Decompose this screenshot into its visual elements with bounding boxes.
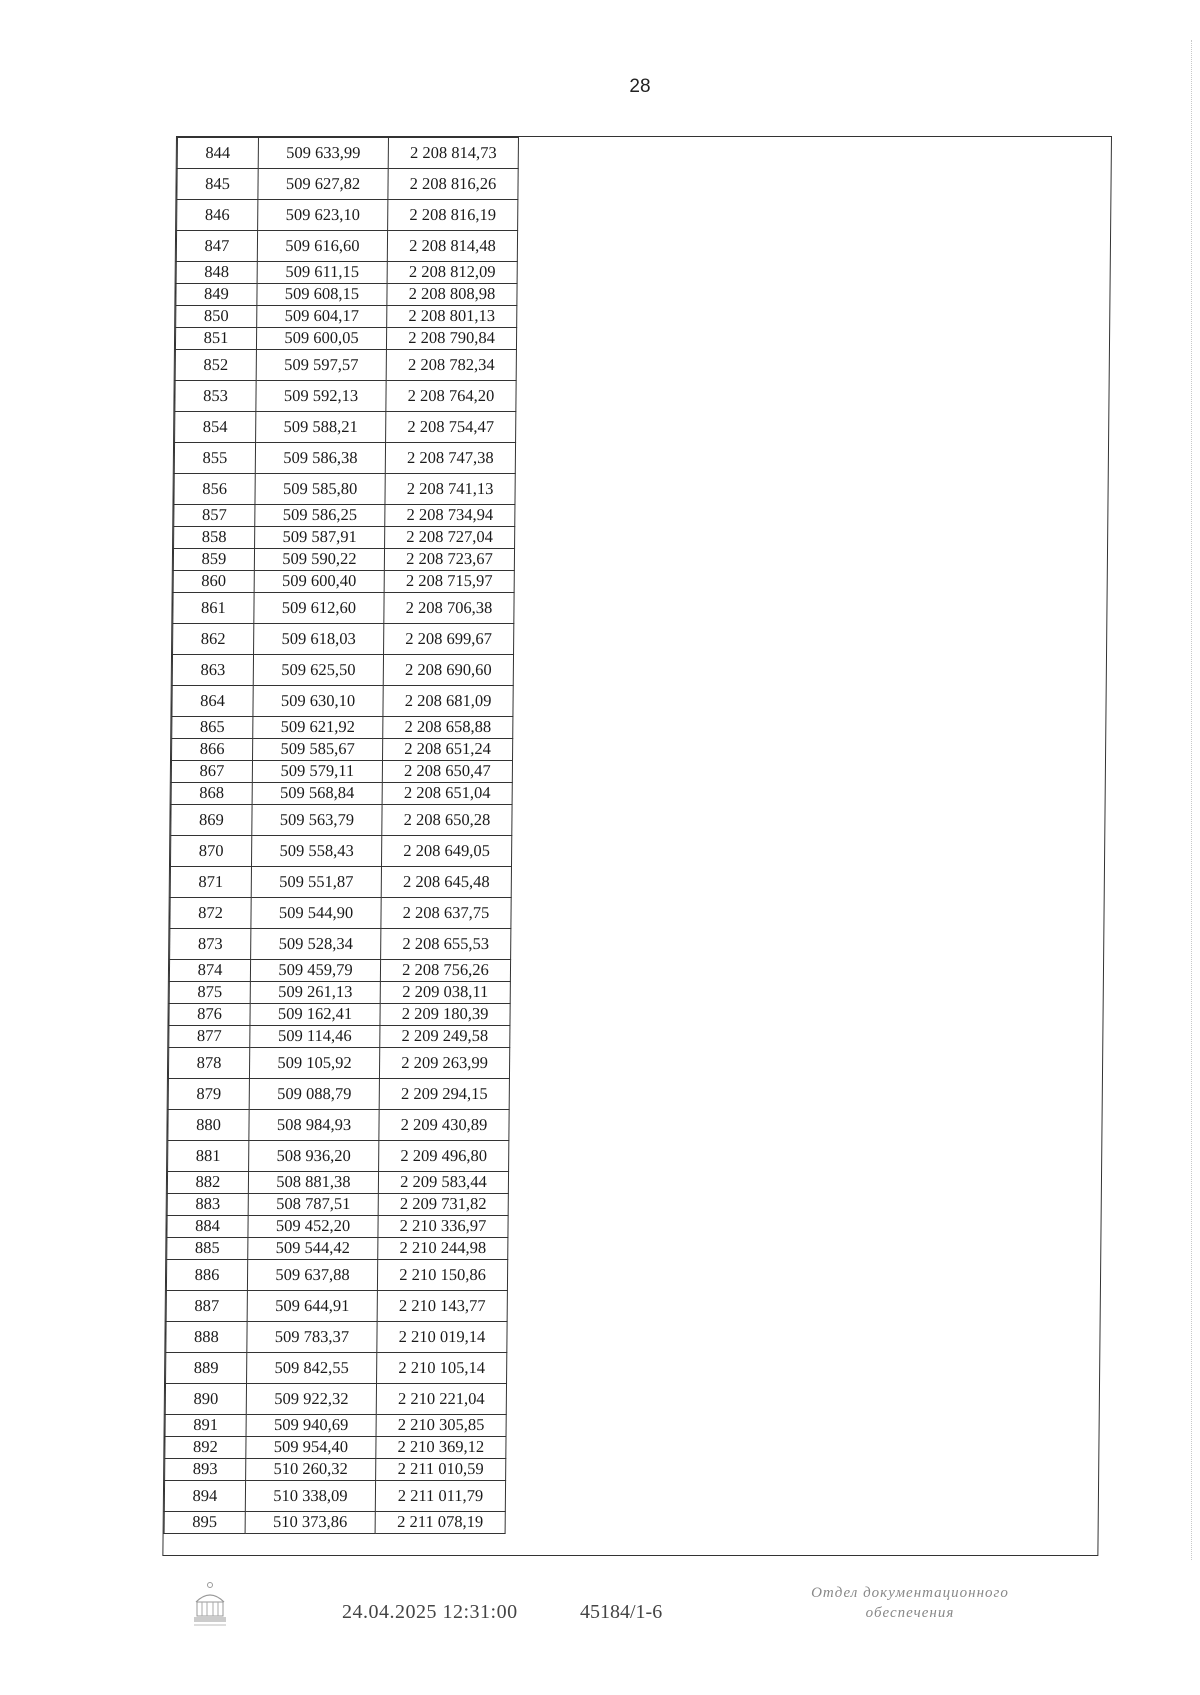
scan-edge-artifact	[1189, 40, 1192, 1560]
point-number-cell: 882	[167, 1172, 248, 1194]
x-coordinate-cell: 509 842,55	[247, 1353, 377, 1384]
page-number: 28	[629, 76, 651, 97]
y-coordinate-cell: 2 209 249,58	[380, 1026, 510, 1048]
point-number-cell: 886	[166, 1260, 247, 1291]
x-coordinate-cell: 509 551,87	[251, 867, 381, 898]
table-row	[176, 231, 517, 262]
table-row	[174, 443, 515, 474]
point-number-cell: 859	[173, 549, 254, 571]
table-row	[169, 982, 510, 1004]
y-coordinate-cell: 2 208 715,97	[384, 571, 514, 593]
table-row	[166, 1353, 507, 1384]
x-coordinate-cell: 509 459,79	[250, 960, 380, 982]
point-number-cell: 852	[175, 350, 256, 381]
table-row	[170, 929, 511, 960]
table-row	[164, 1512, 505, 1534]
coordinates-frame	[162, 136, 1112, 1556]
y-coordinate-cell: 2 208 650,47	[382, 761, 512, 783]
table-row	[165, 1415, 506, 1437]
point-number-cell: 845	[177, 169, 258, 200]
x-coordinate-cell: 509 600,40	[254, 571, 384, 593]
y-coordinate-cell: 2 210 143,77	[377, 1291, 507, 1322]
table-row	[171, 761, 512, 783]
table-row	[172, 717, 513, 739]
x-coordinate-cell: 509 452,20	[248, 1216, 378, 1238]
point-number-cell: 894	[164, 1481, 245, 1512]
table-row	[166, 1260, 507, 1291]
point-number-cell: 878	[168, 1048, 249, 1079]
department-stamp	[740, 1583, 1080, 1623]
table-row	[176, 262, 517, 284]
x-coordinate-cell: 509 114,46	[250, 1026, 380, 1048]
y-coordinate-cell: 2 208 706,38	[384, 593, 514, 624]
table-row	[172, 655, 513, 686]
department-stamp-line-2: обеспечения	[865, 1605, 955, 1621]
table-row	[175, 381, 516, 412]
table-row	[168, 1141, 509, 1172]
y-coordinate-cell: 2 208 734,94	[385, 505, 515, 527]
table-row	[166, 1291, 507, 1322]
point-number-cell: 870	[170, 836, 251, 867]
point-number-cell: 853	[175, 381, 256, 412]
table-row	[169, 1004, 510, 1026]
table-row	[172, 739, 513, 761]
table-row	[171, 783, 512, 805]
x-coordinate-cell: 509 585,80	[255, 474, 385, 505]
y-coordinate-cell: 2 209 180,39	[380, 1004, 510, 1026]
y-coordinate-cell: 2 208 727,04	[385, 527, 515, 549]
point-number-cell: 864	[172, 686, 253, 717]
point-number-cell: 875	[169, 982, 250, 1004]
y-coordinate-cell: 2 210 105,14	[377, 1353, 507, 1384]
point-number-cell: 895	[164, 1512, 245, 1534]
point-number-cell: 885	[167, 1238, 248, 1260]
point-number-cell: 887	[166, 1291, 247, 1322]
y-coordinate-cell: 2 208 690,60	[383, 655, 513, 686]
table-row	[174, 474, 515, 505]
point-number-cell: 849	[176, 284, 257, 306]
table-row	[166, 1322, 507, 1353]
y-coordinate-cell: 2 208 812,09	[387, 262, 517, 284]
x-coordinate-cell: 509 621,92	[253, 717, 383, 739]
x-coordinate-cell: 509 579,11	[252, 761, 382, 783]
x-coordinate-cell: 509 544,90	[251, 898, 381, 929]
point-number-cell: 848	[176, 262, 257, 284]
x-coordinate-cell: 509 162,41	[250, 1004, 380, 1026]
table-row	[170, 898, 511, 929]
x-coordinate-cell: 509 604,17	[257, 306, 387, 328]
point-number-cell: 855	[174, 443, 255, 474]
point-number-cell: 846	[177, 200, 258, 231]
y-coordinate-cell: 2 209 294,15	[379, 1079, 509, 1110]
x-coordinate-cell: 509 623,10	[258, 200, 388, 231]
y-coordinate-cell: 2 208 816,26	[388, 169, 518, 200]
point-number-cell: 876	[169, 1004, 250, 1026]
point-number-cell: 891	[165, 1415, 246, 1437]
x-coordinate-cell: 510 338,09	[245, 1481, 375, 1512]
x-coordinate-cell: 509 618,03	[254, 624, 384, 655]
y-coordinate-cell: 2 210 336,97	[378, 1216, 508, 1238]
x-coordinate-cell: 509 588,21	[256, 412, 386, 443]
stamp-datetime: 24.04.2025 12:31:00	[342, 1601, 518, 1623]
table-row	[175, 412, 516, 443]
x-coordinate-cell: 509 088,79	[249, 1079, 379, 1110]
y-coordinate-cell: 2 208 741,13	[385, 474, 515, 505]
point-number-cell: 888	[166, 1322, 247, 1353]
x-coordinate-cell: 509 940,69	[246, 1415, 376, 1437]
x-coordinate-cell: 509 585,67	[253, 739, 383, 761]
coordinates-table	[164, 137, 519, 1534]
y-coordinate-cell: 2 209 430,89	[379, 1110, 509, 1141]
table-row	[173, 624, 514, 655]
y-coordinate-cell: 2 210 369,12	[376, 1437, 506, 1459]
x-coordinate-cell: 509 612,60	[254, 593, 384, 624]
point-number-cell: 873	[170, 929, 251, 960]
point-number-cell: 866	[172, 739, 253, 761]
table-row	[167, 1172, 508, 1194]
y-coordinate-cell: 2 209 731,82	[378, 1194, 508, 1216]
point-number-cell: 854	[175, 412, 256, 443]
y-coordinate-cell: 2 210 150,86	[377, 1260, 507, 1291]
y-coordinate-cell: 2 208 699,67	[384, 624, 514, 655]
y-coordinate-cell: 2 211 010,59	[376, 1459, 506, 1481]
y-coordinate-cell: 2 208 747,38	[385, 443, 515, 474]
x-coordinate-cell: 509 592,13	[256, 381, 386, 412]
x-coordinate-cell: 509 568,84	[252, 783, 382, 805]
x-coordinate-cell: 509 105,92	[249, 1048, 379, 1079]
point-number-cell: 862	[173, 624, 254, 655]
point-number-cell: 879	[168, 1079, 249, 1110]
table-row	[174, 505, 515, 527]
table-row	[171, 805, 512, 836]
point-number-cell: 858	[174, 527, 255, 549]
x-coordinate-cell: 509 608,15	[257, 284, 387, 306]
table-row	[168, 1110, 509, 1141]
x-coordinate-cell: 509 587,91	[255, 527, 385, 549]
point-number-cell: 868	[171, 783, 252, 805]
x-coordinate-cell: 509 625,50	[253, 655, 383, 686]
x-coordinate-cell: 509 528,34	[251, 929, 381, 960]
y-coordinate-cell: 2 210 305,85	[376, 1415, 506, 1437]
table-row	[173, 549, 514, 571]
table-row	[177, 169, 518, 200]
x-coordinate-cell: 509 586,38	[255, 443, 385, 474]
x-coordinate-cell: 510 373,86	[245, 1512, 375, 1534]
y-coordinate-cell: 2 208 801,13	[387, 306, 517, 328]
table-row	[165, 1437, 506, 1459]
table-row	[177, 200, 518, 231]
y-coordinate-cell: 2 208 790,84	[386, 328, 516, 350]
table-row	[175, 328, 516, 350]
y-coordinate-cell: 2 208 681,09	[383, 686, 513, 717]
x-coordinate-cell: 509 630,10	[253, 686, 383, 717]
table-row	[174, 527, 515, 549]
table-row	[176, 306, 517, 328]
table-row	[165, 1459, 506, 1481]
y-coordinate-cell: 2 208 808,98	[387, 284, 517, 306]
y-coordinate-cell: 2 210 019,14	[377, 1322, 507, 1353]
x-coordinate-cell: 509 922,32	[246, 1384, 376, 1415]
point-number-cell: 869	[171, 805, 252, 836]
emblem-icon	[188, 1580, 232, 1628]
point-number-cell: 847	[176, 231, 257, 262]
x-coordinate-cell: 509 558,43	[251, 836, 381, 867]
point-number-cell: 871	[170, 867, 251, 898]
x-coordinate-cell: 509 637,88	[247, 1260, 377, 1291]
table-row	[167, 1194, 508, 1216]
y-coordinate-cell: 2 208 645,48	[381, 867, 511, 898]
y-coordinate-cell: 2 208 651,24	[383, 739, 513, 761]
point-number-cell: 851	[175, 328, 256, 350]
y-coordinate-cell: 2 209 496,80	[379, 1141, 509, 1172]
x-coordinate-cell: 508 936,20	[249, 1141, 379, 1172]
point-number-cell: 874	[169, 960, 250, 982]
point-number-cell: 860	[173, 571, 254, 593]
y-coordinate-cell: 2 209 583,44	[378, 1172, 508, 1194]
y-coordinate-cell: 2 208 754,47	[386, 412, 516, 443]
y-coordinate-cell: 2 209 038,11	[380, 982, 510, 1004]
x-coordinate-cell: 508 984,93	[249, 1110, 379, 1141]
y-coordinate-cell: 2 208 658,88	[383, 717, 513, 739]
x-coordinate-cell: 509 644,91	[247, 1291, 377, 1322]
point-number-cell: 857	[174, 505, 255, 527]
point-number-cell: 863	[172, 655, 253, 686]
point-number-cell: 884	[167, 1216, 248, 1238]
point-number-cell: 893	[165, 1459, 246, 1481]
x-coordinate-cell: 509 783,37	[247, 1322, 377, 1353]
point-number-cell: 877	[169, 1026, 250, 1048]
y-coordinate-cell: 2 208 650,28	[382, 805, 512, 836]
point-number-cell: 880	[168, 1110, 249, 1141]
table-row	[169, 960, 510, 982]
table-row	[172, 686, 513, 717]
y-coordinate-cell: 2 208 637,75	[381, 898, 511, 929]
table-row	[170, 836, 511, 867]
point-number-cell: 856	[174, 474, 255, 505]
y-coordinate-cell: 2 208 782,34	[386, 350, 516, 381]
y-coordinate-cell: 2 210 221,04	[376, 1384, 506, 1415]
table-row	[164, 1481, 505, 1512]
x-coordinate-cell: 509 590,22	[254, 549, 384, 571]
y-coordinate-cell: 2 208 756,26	[380, 960, 510, 982]
table-row	[167, 1216, 508, 1238]
x-coordinate-cell: 509 261,13	[250, 982, 380, 1004]
x-coordinate-cell: 509 633,99	[258, 138, 388, 169]
table-row	[176, 284, 517, 306]
table-row	[168, 1079, 509, 1110]
table-row	[167, 1238, 508, 1260]
point-number-cell: 872	[170, 898, 251, 929]
y-coordinate-cell: 2 211 078,19	[375, 1512, 505, 1534]
point-number-cell: 865	[172, 717, 253, 739]
x-coordinate-cell: 509 616,60	[257, 231, 387, 262]
point-number-cell: 892	[165, 1437, 246, 1459]
x-coordinate-cell: 508 881,38	[248, 1172, 378, 1194]
x-coordinate-cell: 509 600,05	[256, 328, 386, 350]
table-row	[169, 1026, 510, 1048]
point-number-cell: 867	[171, 761, 252, 783]
y-coordinate-cell: 2 208 764,20	[386, 381, 516, 412]
table-row	[165, 1384, 506, 1415]
table-row	[168, 1048, 509, 1079]
x-coordinate-cell: 510 260,32	[246, 1459, 376, 1481]
table-row	[175, 350, 516, 381]
point-number-cell: 844	[177, 138, 258, 169]
stamp-document-number: 45184/1-6	[580, 1601, 663, 1623]
x-coordinate-cell: 509 544,42	[248, 1238, 378, 1260]
point-number-cell: 850	[176, 306, 257, 328]
point-number-cell: 883	[167, 1194, 248, 1216]
point-number-cell: 890	[165, 1384, 246, 1415]
coordinates-table-body	[164, 138, 518, 1534]
table-row	[170, 867, 511, 898]
x-coordinate-cell: 509 597,57	[256, 350, 386, 381]
table-row	[177, 138, 518, 169]
table-row	[173, 571, 514, 593]
y-coordinate-cell: 2 211 011,79	[375, 1481, 505, 1512]
y-coordinate-cell: 2 210 244,98	[378, 1238, 508, 1260]
department-stamp-line-1: Отдел документационного	[811, 1585, 1009, 1601]
x-coordinate-cell: 508 787,51	[248, 1194, 378, 1216]
x-coordinate-cell: 509 563,79	[252, 805, 382, 836]
y-coordinate-cell: 2 208 649,05	[381, 836, 511, 867]
y-coordinate-cell: 2 208 814,48	[387, 231, 517, 262]
x-coordinate-cell: 509 611,15	[257, 262, 387, 284]
y-coordinate-cell: 2 209 263,99	[379, 1048, 509, 1079]
table-row	[173, 593, 514, 624]
point-number-cell: 861	[173, 593, 254, 624]
point-number-cell: 889	[166, 1353, 247, 1384]
y-coordinate-cell: 2 208 651,04	[382, 783, 512, 805]
y-coordinate-cell: 2 208 723,67	[384, 549, 514, 571]
point-number-cell: 881	[168, 1141, 249, 1172]
x-coordinate-cell: 509 586,25	[255, 505, 385, 527]
x-coordinate-cell: 509 954,40	[246, 1437, 376, 1459]
y-coordinate-cell: 2 208 655,53	[381, 929, 511, 960]
y-coordinate-cell: 2 208 816,19	[388, 200, 518, 231]
x-coordinate-cell: 509 627,82	[258, 169, 388, 200]
y-coordinate-cell: 2 208 814,73	[388, 138, 518, 169]
